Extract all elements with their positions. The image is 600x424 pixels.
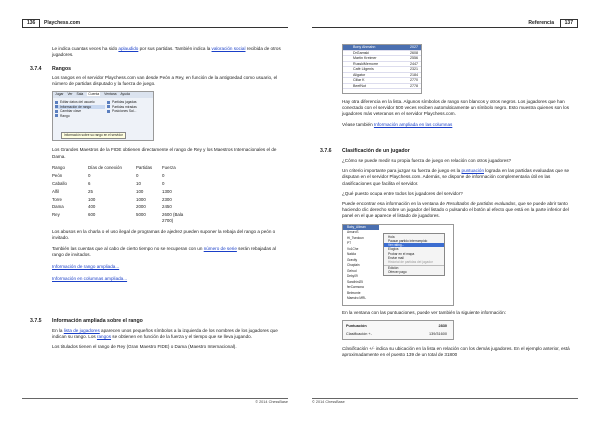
tab-jugar[interactable]: Jugar <box>55 92 64 97</box>
criterio-paragraph: Un criterio importante para juzgar su fuerza de juego es la puntuación lograda en las partidas evaluadas que se disputan en el servidor Playchess.com. Además, se dispone de información complementaria útil en las clasificaciones que facilita el servidor. <box>342 168 570 186</box>
rank-icon <box>55 114 58 117</box>
clasif-paragraph: Clasificación +/- indica su ubicación en la lista en relación con los demás jugadores. En el ejemplo anterior, está aproximadamente en el puesto 139 de un total de 31800 <box>342 345 570 357</box>
intro-paragraph: Le indica cuantas veces ha sido aplaudido por sus partidas. También indica la valoración social recibida de otros jugadores. <box>52 46 281 58</box>
titulados-text: Los titulados tienen el rango de Rey (Gran Maestro FIDE) o Dama (Maestro Internacional). <box>52 344 237 350</box>
section-rangos-heading: 3.7.4 Rangos <box>30 66 72 72</box>
menu-item-edicion[interactable]: Edición <box>384 265 444 270</box>
key-icon <box>55 110 58 113</box>
right-body-top <box>342 99 578 132</box>
tab-ver[interactable]: Ver <box>67 92 73 97</box>
list-item[interactable]: Maestro MRL <box>347 296 367 300</box>
list-item[interactable]: Nakila <box>347 252 356 256</box>
menu-item-posiciones[interactable]: Posiciones Sal... <box>107 109 153 113</box>
user-icon <box>55 101 58 104</box>
tab-cuenta[interactable]: Cuenta <box>88 92 100 97</box>
right-header-title: Referencia <box>528 20 554 26</box>
left-footer: © 2014 ChessBase <box>22 398 288 406</box>
puntuacion-value: 2830 <box>438 323 447 328</box>
list-item[interactable]: Baby_Allman <box>343 225 379 231</box>
context-menu <box>383 233 445 277</box>
ranks-table <box>52 164 192 226</box>
list-item[interactable]: DrGamski 2608 <box>343 51 421 57</box>
lista-paragraph: En la lista de jugadores aparecen unos pequeños símbolos a la izquierda de los nombres de los jugadores que indican su rango. Los rangos se obtienen en función de la fuerza y el tiempo que se lleva jugando. <box>52 328 278 340</box>
menu-item-enviar-mail[interactable]: Enviar mail <box>388 256 404 261</box>
list-item[interactable]: ferCarmona <box>347 285 364 289</box>
ventana-text: En la ventana con las puntuaciones, puede ver también la siguiente información: <box>342 309 506 315</box>
valoracion-social-link[interactable]: valoración social <box>211 46 246 51</box>
list-item[interactable]: PT <box>347 241 352 245</box>
list-item[interactable]: Cillar K 2770 <box>343 78 421 84</box>
menu-item-elogios[interactable]: Elogios <box>388 247 399 252</box>
list-item[interactable]: Bony Ahmahn 2027 <box>343 45 421 51</box>
fide-text: Los Grandes Maestros de la FIDE obtienen directamente el rango de Rey y los Maestros Internacionales el de Dama. <box>52 147 277 159</box>
list-item[interactable]: Chaplain <box>347 263 360 267</box>
right-page-number: 137 <box>560 19 578 28</box>
right-header <box>312 20 578 28</box>
rank-menu-screenshot <box>52 91 154 141</box>
info-ampliada-body <box>52 328 288 355</box>
menu-tabs <box>53 92 153 98</box>
list-item[interactable]: Sandhini25 <box>347 279 363 284</box>
list-item[interactable]: Aligator 2184 <box>343 73 421 79</box>
info-icon <box>55 105 58 108</box>
list-item[interactable]: Gravity <box>347 257 358 262</box>
menu-items-right <box>107 100 153 113</box>
left-body <box>52 46 288 62</box>
right-footer: © 2014 ChessBase <box>312 398 578 406</box>
table-header-row: Rango Días de conexión Partidas Fuerza <box>52 164 176 170</box>
table-row: Torre 100 1000 2300 <box>52 196 172 202</box>
numero-serie-link[interactable]: número de serie <box>203 245 237 251</box>
right-page <box>300 0 600 424</box>
context-menu-screenshot <box>342 224 454 306</box>
list-item[interactable]: Café Lilgenis 2321 <box>343 67 421 73</box>
left-header <box>22 20 288 28</box>
menu-item-hola[interactable]: Hola <box>388 234 395 239</box>
menu-item-historial[interactable]: Historial de partidas del jugador <box>388 260 433 265</box>
tab-sala[interactable]: Sala <box>76 92 84 97</box>
player-column <box>343 225 379 302</box>
tooltip: Información sobre su rango en el servidor <box>61 132 126 138</box>
eye-icon <box>107 105 110 108</box>
clasificacion-value: 139/31600 <box>429 331 447 336</box>
menu-item-editar[interactable]: Editar datos del usuario <box>55 100 105 104</box>
list-item[interactable]: Deky09 <box>347 274 358 278</box>
puesto-question: ¿Qué puesto ocupa entre todos los jugadores del servidor? <box>342 190 463 196</box>
vease-paragraph: Véase también Información ampliada en las columnas <box>342 121 453 127</box>
right-body-main <box>342 158 578 362</box>
info-columnas-link[interactable]: Información ampliada en las columnas <box>373 121 453 127</box>
pregunta-text: ¿Cómo se puede medir su propia fuerza de juego en relación con otros jugadores? <box>342 158 512 163</box>
list-item[interactable]: Hi_Tsedoun <box>347 235 364 240</box>
abusos-text: Los abusos en la charla o el uso ilegal de programas de ajedrez pueden suponer la rebaja del rango a peón o invitado. <box>52 229 276 241</box>
link-rango-ampliada[interactable]: Información de rango ampliada... <box>52 264 120 269</box>
list-item[interactable]: RusskiMemorre 2447 <box>343 62 421 68</box>
list-item[interactable]: Belmonte <box>347 290 361 295</box>
section-clasificacion-heading: 3.7.6 Clasificación de un jugador <box>320 148 410 154</box>
menu-item-ver-rating[interactable]: Ver rating... <box>384 243 444 247</box>
list-item[interactable]: BeefNot 2778 <box>343 84 421 90</box>
menu-item-clave[interactable]: Cambiar clave <box>55 109 105 113</box>
cuentas-paragraph: También las cuentas que al cabo de cierto tiempo no se recuperan con un número de serie serán rebajadas al rango de invitados. <box>52 245 276 257</box>
aplaudido-link[interactable]: aplaudido <box>118 46 139 51</box>
rangos-text: Los rangos en el servidor Playchess.com van desde Peón a Rey, en función de la antigüedad como usuario, el número de partidas disputado y la fuerza de juego. <box>52 75 278 87</box>
list-item[interactable]: Vo1Che <box>347 246 359 251</box>
menu-item-rango[interactable]: Rango <box>55 114 105 118</box>
puntuacion-link[interactable]: puntuación <box>461 168 484 174</box>
section-info-ampliada-heading: 3.7.5 Información ampliada sobre el rango <box>30 318 143 324</box>
left-page-number: 136 <box>22 19 40 28</box>
table-row: Dama 400 2000 2450 <box>52 204 172 210</box>
tab-ayuda[interactable]: Ayuda <box>120 92 130 97</box>
lista-jugadores-link[interactable]: lista de jugadores <box>63 328 100 333</box>
puede-paragraph: Puede encontrar esa información en la ventana de Resultados de partidas evaluadas, que se puede abrir tanto haciendo clic derecho sobre un jugador del listado o pulsando el botón al efecto que está en la parte inferior del panel en el que aparece el listado de jugadores. <box>342 200 569 219</box>
link-columnas-ampliada[interactable]: Información en columnas ampliada... <box>52 276 128 282</box>
puntuacion-label: Puntuación <box>346 323 367 328</box>
menu-item-pausar[interactable]: Pausar partido interrumpido <box>388 238 428 243</box>
left-header-title: Playchess.com <box>44 20 81 26</box>
table-row: Caballo 6 10 0 <box>52 180 165 186</box>
rangos-body <box>52 75 288 286</box>
menu-items-left <box>55 100 105 118</box>
list-item[interactable]: Gelrod <box>347 268 357 273</box>
players-list-screenshot <box>342 44 422 94</box>
list-item[interactable]: AmuroS <box>347 230 359 234</box>
table-row: Alfil 25 100 1300 <box>52 188 172 194</box>
table-row: Peón 0 0 0 <box>52 172 165 178</box>
table-row: Rey 600 5000 2600 (Bala 2700) <box>52 212 184 224</box>
clasificacion-label: Clasificación +- <box>346 331 372 336</box>
hay-text: Hay otra diferencia en la lista. Algunos símbolos de rango son blancos y otros negros. Los jugadores que han conectado con el servidor 500 veces reciben automáticamente un símbolo negro. Esto muestra quienes son los jugadores más veteranos en el servidor Playchess.com. <box>342 99 570 117</box>
rating-box-screenshot <box>342 320 454 340</box>
menu-item-probar[interactable]: Probar en el mapa <box>388 251 415 256</box>
list-item[interactable]: Martin Kreimer 2556 <box>343 56 421 62</box>
menu-item-ofrecer-pago[interactable]: Ofrecer pago <box>388 270 407 274</box>
board-icon <box>107 101 110 104</box>
menu-item-info-rango[interactable]: Información de rango <box>55 105 105 109</box>
menu-item-jugadas[interactable]: Partidas jugadas <box>107 100 153 104</box>
menu-item-miradas[interactable]: Partidas miradas <box>107 105 153 109</box>
tab-ventana[interactable]: Ventana <box>104 92 117 97</box>
rangos-link[interactable]: rangos <box>96 334 111 340</box>
save-icon <box>107 110 110 113</box>
